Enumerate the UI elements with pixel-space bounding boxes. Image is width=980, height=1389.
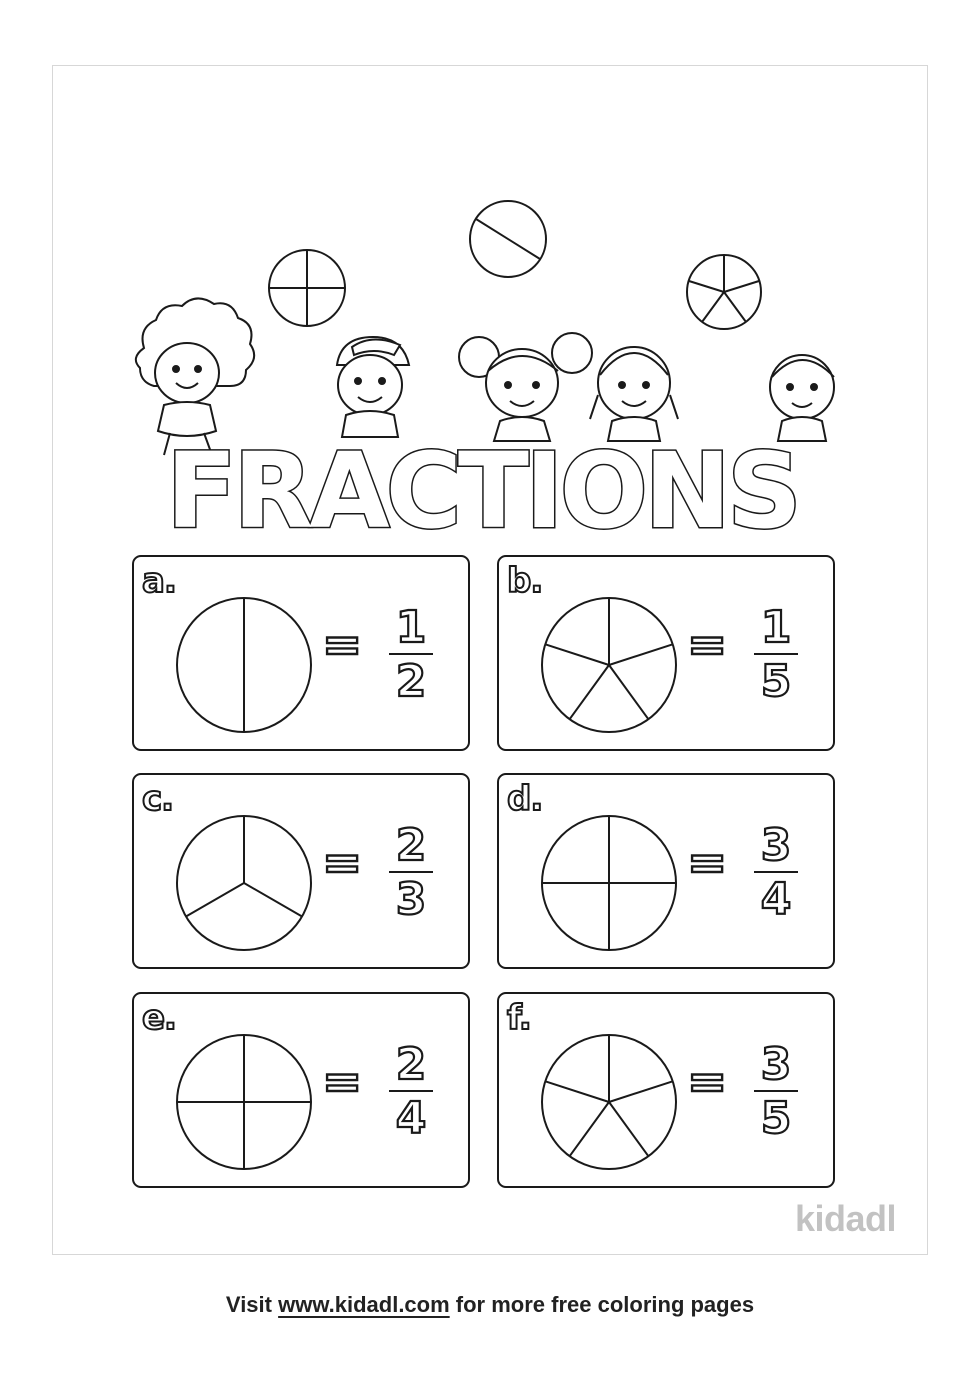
footer-suffix: for more free coloring pages	[449, 1292, 755, 1317]
equals-sign: =	[687, 1054, 728, 1110]
problem-letter: f.	[507, 998, 531, 1038]
denominator: 5	[760, 1093, 792, 1144]
fraction-circle[interactable]	[174, 595, 314, 735]
numerator: 2	[395, 1039, 427, 1090]
equals-sign: =	[322, 835, 363, 891]
problem-card	[132, 555, 470, 751]
kidadl-logo: kidadl	[795, 1198, 897, 1239]
footer-prefix: Visit	[225, 1292, 279, 1317]
problem-letter: d.	[507, 779, 543, 819]
fraction-bar	[754, 1090, 798, 1092]
fraction-bar	[754, 653, 798, 655]
equals-sign: =	[687, 835, 728, 891]
denominator: 4	[760, 874, 792, 925]
fraction-bar	[389, 653, 433, 655]
fraction-answer	[386, 1039, 436, 1144]
floating-circle-quarters	[269, 250, 345, 326]
denominator: 4	[395, 1093, 427, 1144]
kid-with-braids	[590, 347, 678, 441]
fraction-circle[interactable]	[174, 1032, 314, 1172]
fraction-answer	[751, 820, 801, 925]
problem-card	[497, 773, 835, 969]
problem-letter: a.	[142, 561, 176, 601]
denominator: 5	[760, 656, 792, 707]
fraction-circle[interactable]	[539, 813, 679, 953]
problem-letter: c.	[142, 779, 174, 819]
fraction-answer	[751, 602, 801, 707]
kid-with-buns	[459, 333, 592, 441]
page-title: FRACTIONS	[166, 430, 798, 552]
kid-with-cap	[337, 337, 409, 437]
denominator: 2	[395, 656, 427, 707]
footer-link[interactable]: www.kidadl.com	[278, 1292, 450, 1317]
numerator: 1	[760, 602, 792, 653]
equals-sign: =	[687, 617, 728, 673]
fraction-bar	[389, 871, 433, 873]
problem-card	[132, 773, 470, 969]
fraction-answer	[386, 820, 436, 925]
problem-card	[497, 992, 835, 1188]
equals-sign: =	[322, 1054, 363, 1110]
fraction-circle[interactable]	[539, 1032, 679, 1172]
fraction-bar	[389, 1090, 433, 1092]
kid-short-hair	[770, 355, 834, 441]
floating-circle-halves	[470, 201, 546, 277]
numerator: 3	[760, 820, 792, 871]
fraction-circle[interactable]	[174, 813, 314, 953]
equals-sign: =	[322, 617, 363, 673]
fraction-bar	[754, 871, 798, 873]
floating-circle-fifths	[687, 255, 761, 329]
numerator: 3	[760, 1039, 792, 1090]
problem-letter: e.	[142, 998, 176, 1038]
problem-card	[132, 992, 470, 1188]
denominator: 3	[395, 874, 427, 925]
numerator: 1	[395, 602, 427, 653]
problem-card	[497, 555, 835, 751]
footer-text	[0, 1292, 980, 1318]
fraction-circle[interactable]	[539, 595, 679, 735]
fraction-answer	[386, 602, 436, 707]
fraction-answer	[751, 1039, 801, 1144]
numerator: 2	[395, 820, 427, 871]
problem-letter: b.	[507, 561, 543, 601]
